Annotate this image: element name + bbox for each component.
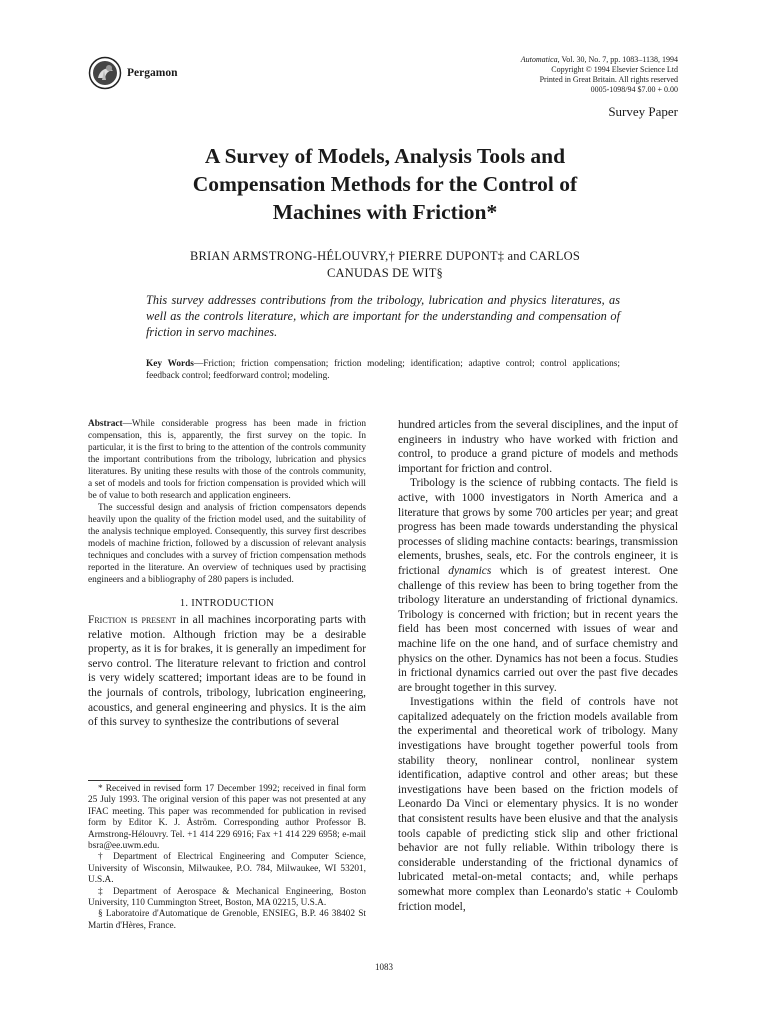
issn-price-line: 0005-1098/94 $7.00 + 0.00	[590, 85, 678, 94]
abstract-paragraph-2: The successful design and analysis of friction compensators depends heavily upon the quality of the friction model used, and the suitability of the analysis technique employed. Consequently, this survey first describes models of machine friction, followed by a discussion of relevant analysis techniques and concludes with a survey of friction compensation methods reported in the literature. An overview of techniques used by practising engineers and a bibliography of 280 papers is included.	[88, 503, 366, 585]
footnote-dagger-affiliation: † Department of Electrical Engineering and Computer Science, University of Wisconsin, Milwaukee, P.O. 784, Milwaukee, WI 53201, U.S.A.	[88, 852, 366, 886]
right-column	[398, 418, 678, 914]
journal-name: Automatica,	[520, 55, 560, 64]
key-words-text: —Friction; friction compensation; friction modeling; identification; adaptive control; control applications; feedback control; feedforward control; modeling.	[146, 359, 621, 381]
summary: This survey addresses contributions from the tribology, lubrication and physics literatures, as well as the controls literature, which are important for the understanding and compensation of friction in servo machines.	[146, 293, 620, 339]
paper-title	[90, 142, 680, 226]
paper-type-label: Survey Paper	[608, 104, 678, 119]
introduction-paragraph-1: Friction is present in all machines incorporating parts with relative motion. Although friction may be a desirable property, as it is for brakes, it is generally an impediment for servo control. The literature relevant to friction and control is very widely scattered; important ideas are to be found in the journals of controls, tribology, lubrication engineering, acoustics, and general engineering and physics. It is the aim of this survey to synthesize the contributions of several	[88, 614, 366, 729]
printed-line: Printed in Great Britain. All rights reserved	[539, 75, 678, 84]
footnote-received: * Received in revised form 17 December 1992; received in final form 25 July 1993. The original version of this paper was not presented at any IFAC meeting. This paper was recommended for publication in revised form by Editor K. J. Åström. Corresponding author Professor B. Armstrong-Hélouvry. Tel. +1 414 229 6916; Fax +1 414 229 6958; e-mail bsra@ee.uwm.edu.	[88, 784, 366, 852]
publisher-name: Pergamon	[127, 67, 178, 79]
page-number: 1083	[375, 962, 393, 972]
volume-pages: Vol. 30, No. 7, pp. 1083–1138, 1994	[559, 55, 678, 64]
title-line-1: A Survey of Models, Analysis Tools and	[204, 144, 566, 168]
right-paragraph-1: hundred articles from the several disciplines, and the input of engineers in industry who have worked with friction and control, to produce a grand picture of models and methods important for friction and control.	[398, 419, 678, 475]
emphasis-dynamics: dynamics	[448, 564, 492, 577]
right-paragraph-2: Tribology is the science of rubbing contacts. The field is active, with 1000 investigators in North America and a literature that grows by some 700 articles per year; and great progress has been made towards understanding the physical processes of sliding machine contacts: bearings, transmission elements, brushes, seals, etc. For the controls engineer, it is frictional dynamics which is of greatest interest. One challenge of this review has been to bring together from the tribology literature an understanding of frictional dynamics. Tribology is concerned with friction; but in recent years the field has been most concerned with issues of wear and machine life on the one hand, and of surface chemistry and physics on the other. Dynamics has not been a focus. Studies in frictional dynamics carried out over the past five decades are brought together in this survey.	[398, 477, 678, 694]
footnote-rule	[88, 780, 183, 781]
key-words-label: Key Words	[146, 359, 194, 369]
footnotes	[88, 780, 366, 932]
elsevier-tree-logo-icon	[88, 56, 122, 90]
copyright-line: Copyright © 1994 Elsevier Science Ltd	[551, 65, 678, 74]
key-words	[146, 358, 620, 382]
abstract-paragraph-1: Abstract—While considerable progress has been made in friction compensation, this is, apparently, the first survey on the topic. In particular, it is the first to bring to the attention of the controls community the important contributions from the tribology, lubrication and physics literatures. By uniting these results with those of the controls community, a set of models and tools for friction compensation is provided which will be of value to both research and application engineers.	[88, 419, 366, 501]
footnote-ddagger-affiliation: ‡ Department of Aerospace & Mechanical Engineering, Boston University, 110 Cummington Street, Boston, MA 02215, U.S.A.	[88, 886, 366, 909]
section-heading-introduction: 1. INTRODUCTION	[179, 598, 275, 609]
footnote-section-affiliation: § Laboratoire d'Automatique de Grenoble, ENSIEG, B.P. 46 38402 St Martin d'Hères, France.	[88, 909, 366, 931]
introduction-lead-in: Friction is present	[88, 614, 177, 626]
journal-citation	[438, 55, 678, 95]
authors-line-2: CANUDAS DE WIT§	[327, 266, 443, 280]
abstract-label: Abstract	[88, 419, 123, 429]
left-column	[88, 418, 366, 730]
publisher-logo	[88, 56, 177, 90]
authors-line-1: BRIAN ARMSTRONG-HÉLOUVRY,† PIERRE DUPONT‡ and CARLOS	[189, 249, 581, 263]
title-line-2: Compensation Methods for the Control of	[192, 172, 578, 196]
authors	[90, 248, 680, 282]
right-paragraph-3: Investigations within the field of controls have not capitalized adequately on the friction models available from the experimental and theoretical work of tribology. Many investigations have brought together powerful tools from stability theory, nonlinear control, nonlinear system identification, adaptive control and other areas; but these investigations have been based on the friction models of Leonardo Da Vinci or elementary physics. It is no wonder that consistent results have been elusive and that the analysis tools capable of predicting stick slip and other frictional behavior are not fully reliable. Within tribology there is considerable understanding of the frictional dynamics of lubricated metal-on-metal contacts; and, while perhaps somewhat more complex than Leonardo's static + Coulomb friction model,	[398, 696, 678, 913]
title-line-3: Machines with Friction*	[272, 200, 498, 224]
